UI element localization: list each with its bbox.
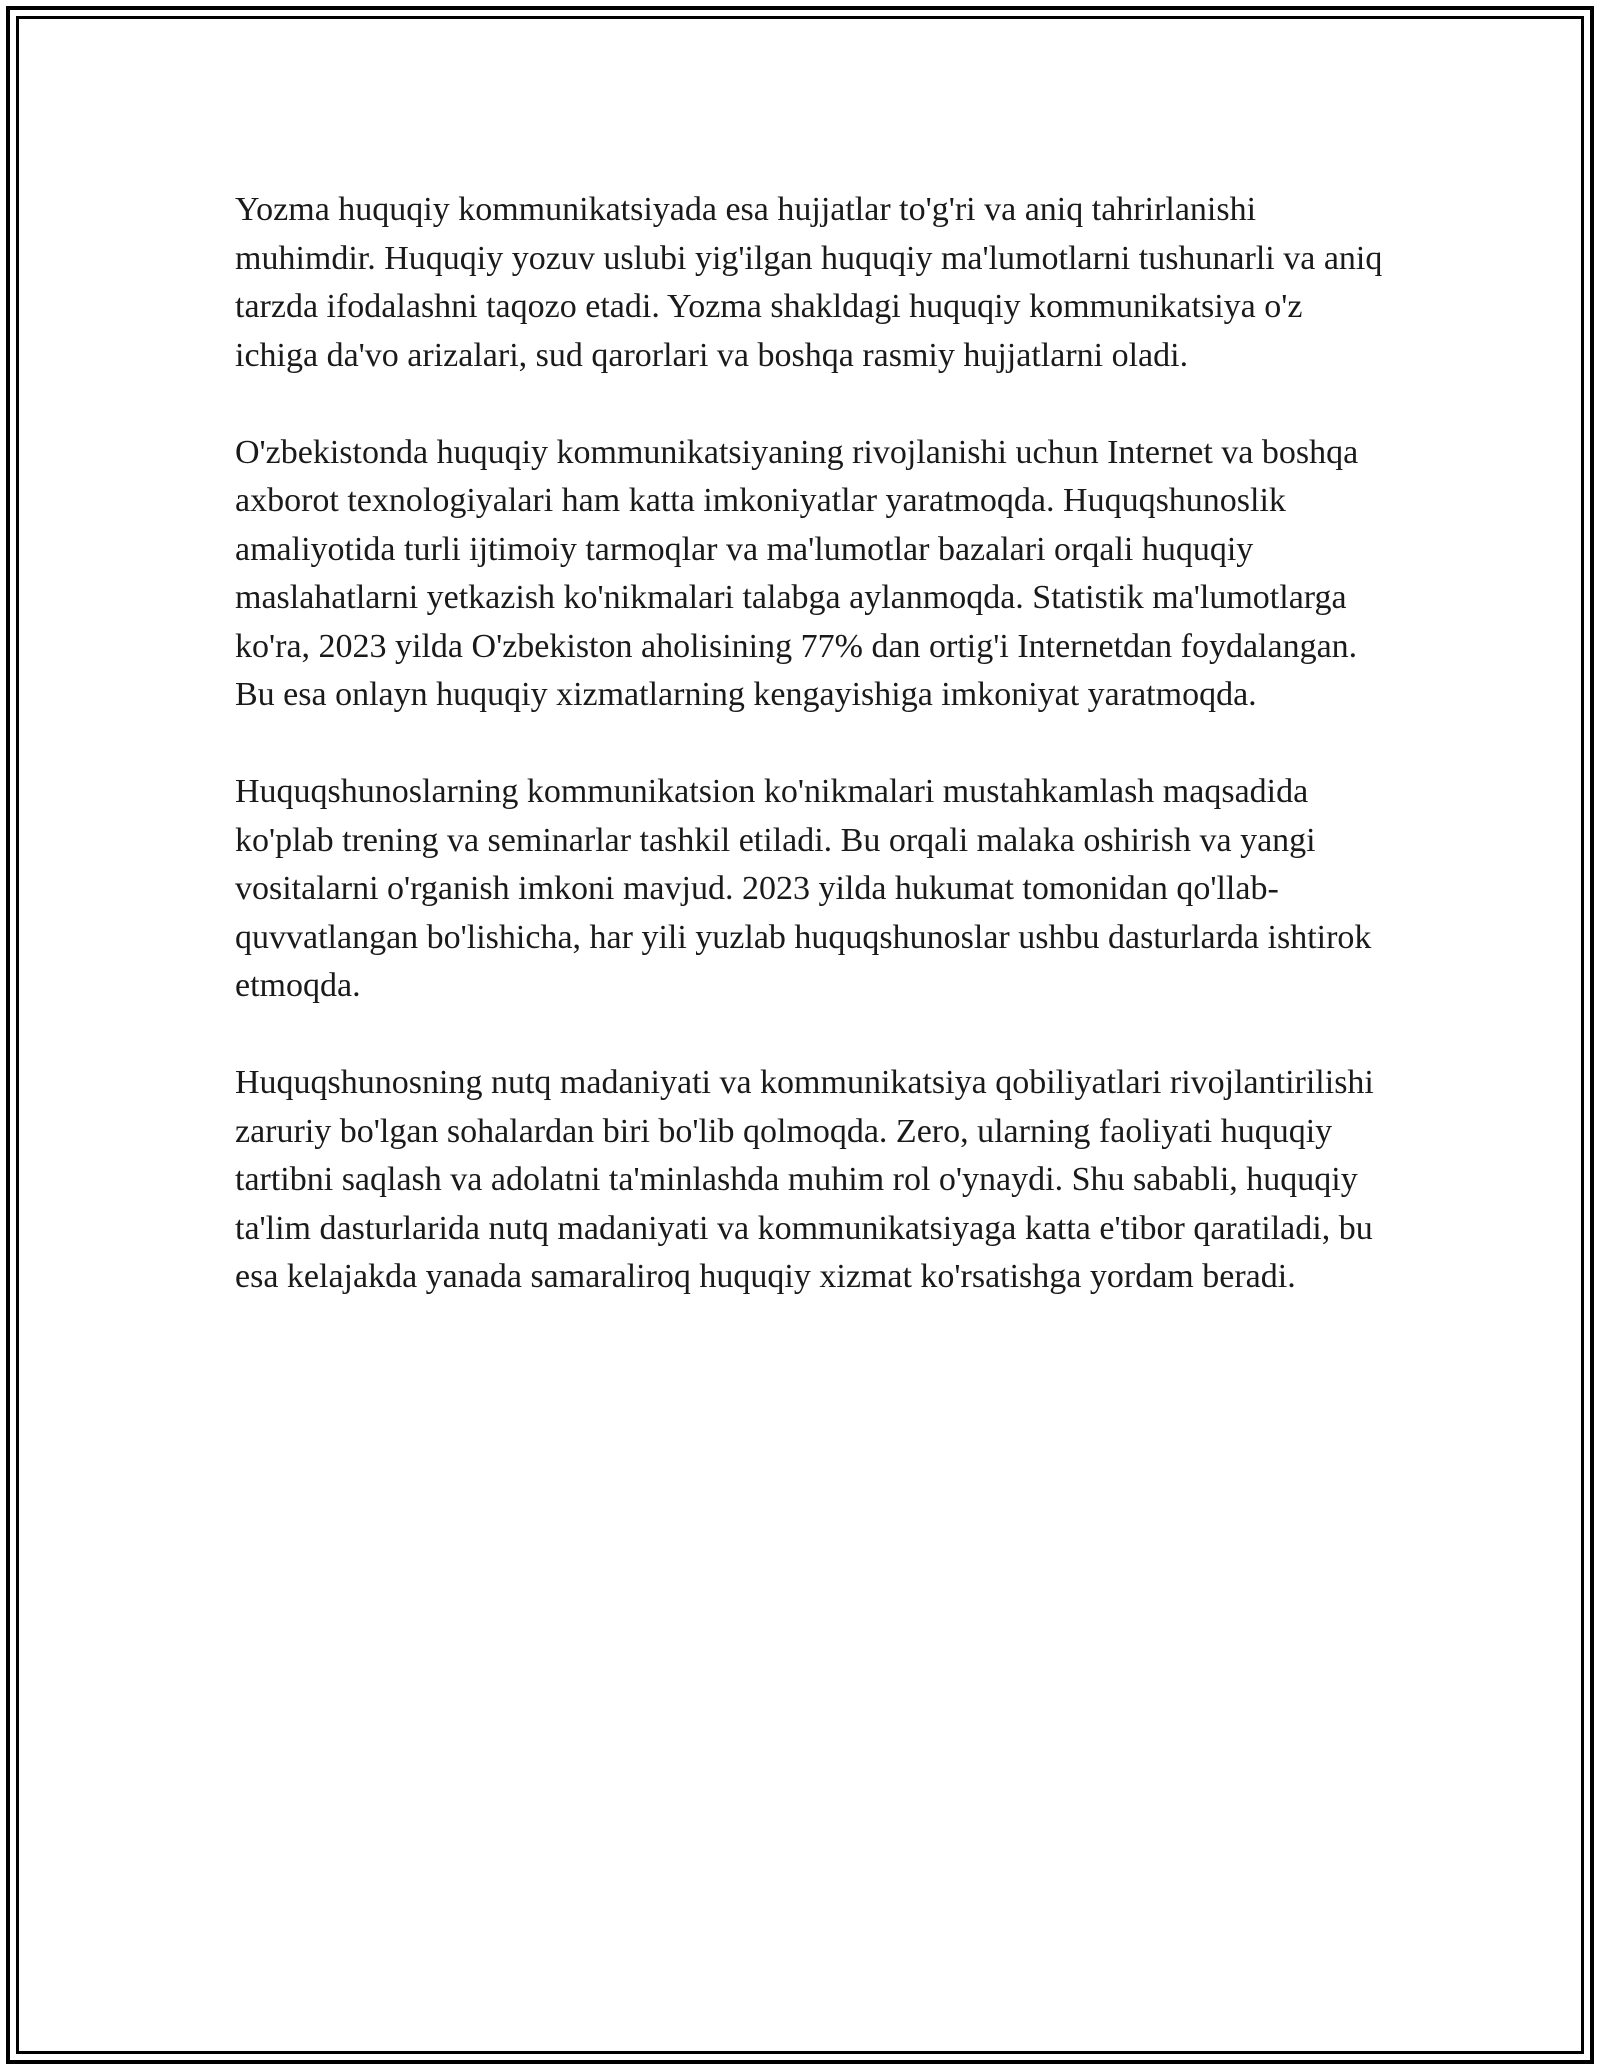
paragraph-internet-technologies: O'zbekistonda huquqiy kommunikatsiyaning rivojlanishi uchun Internet va boshqa axborot texnologiyalari ham katta imkoniyatlar yaratmoqda. Huquqshunoslik amaliyotida turli ijtimoiy tarmoqlar va ma'lumotlar bazalari orqali huquqiy maslahatlarni yetkazish ko'nikmalari talabga aylanmoqda. Statistik ma'lumotlarga ko'ra, 2023 yilda O'zbekiston aholisining 77% dan ortig'i Internetdan foydalangan. Bu esa onlayn huquqiy xizmatlarning kengayishiga imkoniyat yaratmoqda. bbox=[235, 433, 1359, 713]
paragraph-written-legal-communication: Yozma huquqiy kommunikatsiyada esa hujjatlar to'g'ri va aniq tahrirlanishi muhimdir. Huquqiy yozuv uslubi yig'ilgan huquqiy ma'lumotlarni tushunarli va aniq tarzda ifodalashni taqozo etadi. Yozma shakldagi huquqiy kommunikatsiya o'z ichiga da'vo arizalari, sud qarorlari va boshqa rasmiy hujjatlarni oladi. bbox=[235, 191, 1383, 374]
paragraph-speech-culture: Huquqshunosning nutq madaniyati va kommunikatsiya qobiliyatlari rivojlantirilishi zaruriy bo'lgan sohalardan biri bo'lib qolmoqda. Zero, ularning faoliyati huquqiy tartibni saqlash va adolatni ta'minlashda muhim rol o'ynaydi. Shu sababli, huquqiy ta'lim dasturlarida nutq madaniyati va kommunikatsiyaga katta e'tibor qaratiladi, bu esa kelajakda yanada samaraliroq huquqiy xizmat ko'rsatishga yordam beradi. bbox=[235, 1064, 1374, 1295]
document-body bbox=[235, 186, 1385, 1350]
paragraph-trainings-seminars: Huquqshunoslarning kommunikatsion ko'nikmalari mustahkamlash maqsadida ko'plab trening va seminarlar tashkil etiladi. Bu orqali malaka oshirish va yangi vositalarni o'rganish imkoni mavjud. 2023 yilda hukumat tomonidan qo'llab-quvvatlangan bo'lishicha, har yili yuzlab huquqshunoslar ushbu dasturlarda ishtirok etmoqda. bbox=[235, 773, 1372, 1004]
